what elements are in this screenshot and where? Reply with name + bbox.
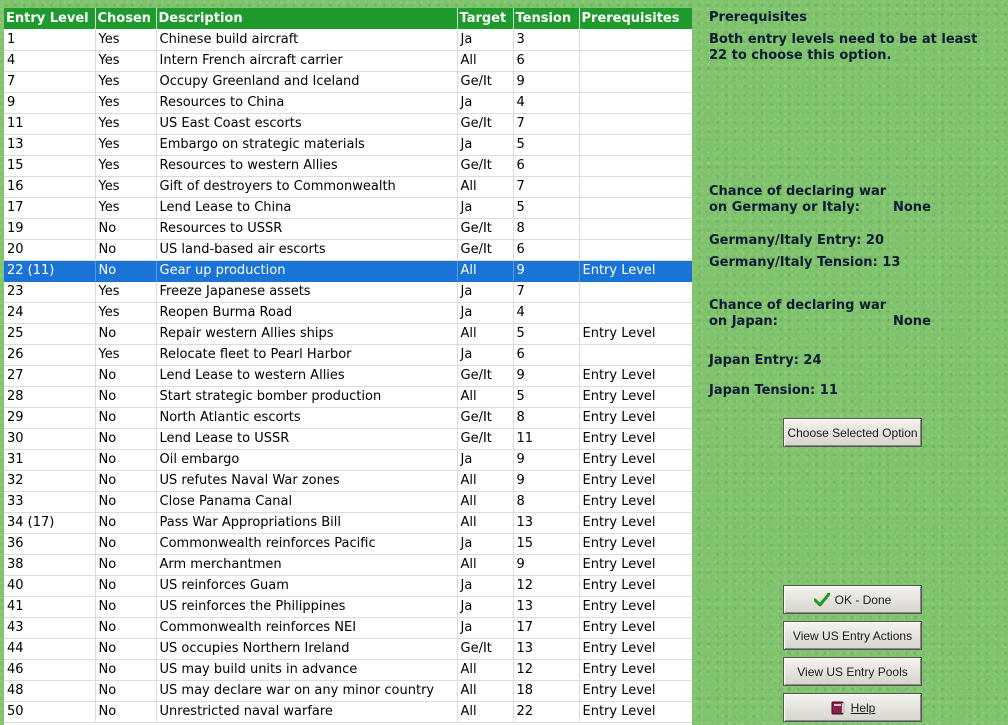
cell-chosen: No xyxy=(95,428,156,449)
japan-chance-label-line-1: Chance of declaring war xyxy=(709,298,887,313)
cell-chosen: No xyxy=(95,407,156,428)
cell-target: Ge/It xyxy=(457,218,513,239)
cell-tension: 6 xyxy=(513,50,579,71)
cell-tension: 18 xyxy=(513,680,579,701)
cell-chosen: No xyxy=(95,617,156,638)
cell-prerequisites: Entry Level xyxy=(579,701,692,722)
cell-prerequisites xyxy=(579,302,692,323)
choose-selected-option-button[interactable] xyxy=(783,418,922,447)
cell-description: US may build units in advance xyxy=(156,659,457,680)
cell-tension: 11 xyxy=(513,428,579,449)
table-row[interactable] xyxy=(4,428,692,449)
table-row[interactable] xyxy=(4,260,692,281)
cell-entry-level: 44 xyxy=(4,638,95,659)
cell-chosen: No xyxy=(95,323,156,344)
cell-chosen: No xyxy=(95,449,156,470)
cell-description: US refutes Naval War zones xyxy=(156,470,457,491)
table-row[interactable] xyxy=(4,176,692,197)
cell-prerequisites: Entry Level xyxy=(579,386,692,407)
cell-description: Resources to western Allies xyxy=(156,155,457,176)
help-button[interactable] xyxy=(783,693,922,722)
cell-target: Ge/It xyxy=(457,113,513,134)
ok-done-label: OK - Done xyxy=(834,592,892,607)
cell-prerequisites: Entry Level xyxy=(579,554,692,575)
cell-target: All xyxy=(457,491,513,512)
cell-entry-level: 48 xyxy=(4,680,95,701)
cell-tension: 15 xyxy=(513,533,579,554)
cell-tension: 6 xyxy=(513,155,579,176)
cell-entry-level: 28 xyxy=(4,386,95,407)
cell-entry-level: 25 xyxy=(4,323,95,344)
cell-chosen: Yes xyxy=(95,155,156,176)
cell-entry-level: 29 xyxy=(4,407,95,428)
cell-description: US reinforces Guam xyxy=(156,575,457,596)
cell-description: Reopen Burma Road xyxy=(156,302,457,323)
cell-description: Resources to China xyxy=(156,92,457,113)
table-row[interactable] xyxy=(4,617,692,638)
cell-prerequisites: Entry Level xyxy=(579,470,692,491)
cell-chosen: No xyxy=(95,260,156,281)
cell-chosen: Yes xyxy=(95,50,156,71)
cell-chosen: Yes xyxy=(95,71,156,92)
cell-tension: 7 xyxy=(513,281,579,302)
cell-prerequisites: Entry Level xyxy=(579,533,692,554)
cell-description: Close Panama Canal xyxy=(156,491,457,512)
cell-target: Ge/It xyxy=(457,638,513,659)
cell-description: Intern French aircraft carrier xyxy=(156,50,457,71)
cell-target: All xyxy=(457,701,513,722)
cell-target: Ja xyxy=(457,617,513,638)
cell-target: Ge/It xyxy=(457,365,513,386)
cell-target: All xyxy=(457,260,513,281)
cell-target: All xyxy=(457,680,513,701)
cell-target: Ja xyxy=(457,281,513,302)
cell-chosen: Yes xyxy=(95,302,156,323)
cell-description: US reinforces the Philippines xyxy=(156,596,457,617)
japan-chance-label-line-2: on Japan: xyxy=(709,314,778,329)
cell-tension: 9 xyxy=(513,470,579,491)
cell-description: Freeze Japanese assets xyxy=(156,281,457,302)
cell-target: Ja xyxy=(457,533,513,554)
cell-chosen: Yes xyxy=(95,92,156,113)
cell-target: Ge/It xyxy=(457,428,513,449)
cell-target: Ge/It xyxy=(457,407,513,428)
cell-entry-level: 32 xyxy=(4,470,95,491)
germany-italy-chance-value: None xyxy=(893,200,931,215)
cell-description: Occupy Greenland and Iceland xyxy=(156,71,457,92)
checkmark-icon xyxy=(814,593,830,607)
cell-target: All xyxy=(457,323,513,344)
cell-chosen: Yes xyxy=(95,113,156,134)
column-header-description[interactable]: Description xyxy=(156,8,457,29)
cell-tension: 8 xyxy=(513,407,579,428)
ok-done-button[interactable] xyxy=(783,585,922,614)
cell-entry-level: 1 xyxy=(4,29,95,50)
cell-entry-level: 26 xyxy=(4,344,95,365)
cell-entry-level: 34 (17) xyxy=(4,512,95,533)
column-header-target[interactable]: Target xyxy=(457,8,513,29)
cell-description: Start strategic bomber production xyxy=(156,386,457,407)
table-row[interactable] xyxy=(4,155,692,176)
table-row[interactable] xyxy=(4,470,692,491)
prerequisites-text-line-2: 22 to choose this option. xyxy=(709,48,892,63)
book-icon xyxy=(830,701,846,715)
cell-chosen: No xyxy=(95,680,156,701)
cell-entry-level: 30 xyxy=(4,428,95,449)
cell-description: Oil embargo xyxy=(156,449,457,470)
cell-chosen: Yes xyxy=(95,197,156,218)
table-row[interactable] xyxy=(4,365,692,386)
cell-prerequisites xyxy=(579,155,692,176)
cell-tension: 4 xyxy=(513,92,579,113)
cell-chosen: No xyxy=(95,596,156,617)
cell-description: US land-based air escorts xyxy=(156,239,457,260)
cell-prerequisites xyxy=(579,176,692,197)
column-header-entry-level[interactable]: Entry Level xyxy=(4,8,95,29)
cell-entry-level: 31 xyxy=(4,449,95,470)
cell-description: Commonwealth reinforces Pacific xyxy=(156,533,457,554)
cell-description: US East Coast escorts xyxy=(156,113,457,134)
cell-description: Commonwealth reinforces NEI xyxy=(156,617,457,638)
table-row[interactable] xyxy=(4,638,692,659)
table-row[interactable] xyxy=(4,575,692,596)
cell-prerequisites: Entry Level xyxy=(579,680,692,701)
cell-target: Ge/It xyxy=(457,155,513,176)
cell-prerequisites: Entry Level xyxy=(579,617,692,638)
column-header-chosen[interactable]: Chosen xyxy=(95,8,156,29)
cell-target: Ja xyxy=(457,596,513,617)
table-row[interactable] xyxy=(4,239,692,260)
cell-chosen: Yes xyxy=(95,281,156,302)
cell-tension: 17 xyxy=(513,617,579,638)
table-row[interactable] xyxy=(4,92,692,113)
germany-italy-tension: Germany/Italy Tension: 13 xyxy=(709,255,901,270)
cell-chosen: No xyxy=(95,533,156,554)
germany-italy-chance-label-line-1: Chance of declaring war xyxy=(709,184,887,199)
column-header-prerequisites[interactable]: Prerequisites xyxy=(579,8,692,29)
cell-prerequisites: Entry Level xyxy=(579,512,692,533)
cell-prerequisites: Entry Level xyxy=(579,575,692,596)
cell-target: All xyxy=(457,512,513,533)
cell-tension: 5 xyxy=(513,386,579,407)
cell-description: US occupies Northern Ireland xyxy=(156,638,457,659)
cell-chosen: No xyxy=(95,386,156,407)
table-row[interactable] xyxy=(4,197,692,218)
cell-target: Ja xyxy=(457,449,513,470)
table-row[interactable] xyxy=(4,701,692,722)
cell-prerequisites: Entry Level xyxy=(579,260,692,281)
cell-prerequisites xyxy=(579,239,692,260)
cell-target: All xyxy=(457,50,513,71)
view-us-entry-actions-button[interactable] xyxy=(783,621,922,650)
cell-target: Ja xyxy=(457,302,513,323)
cell-target: Ja xyxy=(457,197,513,218)
cell-entry-level: 20 xyxy=(4,239,95,260)
table-row[interactable] xyxy=(4,554,692,575)
cell-chosen: No xyxy=(95,575,156,596)
table-row[interactable] xyxy=(4,449,692,470)
table-row[interactable] xyxy=(4,323,692,344)
view-us-entry-pools-label: View US Entry Pools xyxy=(797,664,908,679)
cell-entry-level: 33 xyxy=(4,491,95,512)
table-row[interactable] xyxy=(4,533,692,554)
cell-target: Ge/It xyxy=(457,239,513,260)
cell-entry-level: 27 xyxy=(4,365,95,386)
cell-chosen: No xyxy=(95,365,156,386)
cell-target: Ja xyxy=(457,29,513,50)
cell-entry-level: 23 xyxy=(4,281,95,302)
cell-target: Ja xyxy=(457,575,513,596)
cell-chosen: No xyxy=(95,554,156,575)
cell-prerequisites: Entry Level xyxy=(579,659,692,680)
cell-prerequisites: Entry Level xyxy=(579,365,692,386)
cell-tension: 5 xyxy=(513,323,579,344)
cell-target: Ge/It xyxy=(457,71,513,92)
cell-entry-level: 9 xyxy=(4,92,95,113)
cell-entry-level: 36 xyxy=(4,533,95,554)
cell-prerequisites xyxy=(579,344,692,365)
cell-tension: 13 xyxy=(513,638,579,659)
cell-entry-level: 22 (11) xyxy=(4,260,95,281)
cell-prerequisites xyxy=(579,113,692,134)
cell-chosen: Yes xyxy=(95,344,156,365)
table-row[interactable] xyxy=(4,386,692,407)
cell-entry-level: 50 xyxy=(4,701,95,722)
cell-tension: 7 xyxy=(513,176,579,197)
choose-selected-option-label: Choose Selected Option xyxy=(787,425,918,440)
cell-prerequisites: Entry Level xyxy=(579,449,692,470)
cell-description: Repair western Allies ships xyxy=(156,323,457,344)
table-row[interactable] xyxy=(4,218,692,239)
table-row[interactable] xyxy=(4,491,692,512)
cell-entry-level: 13 xyxy=(4,134,95,155)
table-row[interactable] xyxy=(4,29,692,50)
cell-prerequisites xyxy=(579,197,692,218)
cell-chosen: No xyxy=(95,638,156,659)
cell-description: Lend Lease to western Allies xyxy=(156,365,457,386)
cell-prerequisites xyxy=(579,281,692,302)
cell-entry-level: 15 xyxy=(4,155,95,176)
japan-tension: Japan Tension: 11 xyxy=(709,383,838,398)
cell-target: Ja xyxy=(457,134,513,155)
cell-description: North Atlantic escorts xyxy=(156,407,457,428)
cell-tension: 6 xyxy=(513,344,579,365)
entry-options-table xyxy=(4,8,692,725)
cell-chosen: Yes xyxy=(95,29,156,50)
germany-italy-entry: Germany/Italy Entry: 20 xyxy=(709,233,885,248)
cell-tension: 9 xyxy=(513,449,579,470)
cell-description: Relocate fleet to Pearl Harbor xyxy=(156,344,457,365)
cell-description: Gear up production xyxy=(156,260,457,281)
cell-chosen: No xyxy=(95,239,156,260)
table-header-row xyxy=(4,8,692,29)
table-row[interactable] xyxy=(4,134,692,155)
table-row[interactable] xyxy=(4,407,692,428)
cell-description: Pass War Appropriations Bill xyxy=(156,512,457,533)
cell-tension: 3 xyxy=(513,29,579,50)
cell-description: Lend Lease to China xyxy=(156,197,457,218)
cell-chosen: Yes xyxy=(95,134,156,155)
cell-prerequisites: Entry Level xyxy=(579,323,692,344)
table-row[interactable] xyxy=(4,281,692,302)
cell-tension: 8 xyxy=(513,218,579,239)
cell-chosen: No xyxy=(95,512,156,533)
table-row[interactable] xyxy=(4,302,692,323)
table-row[interactable] xyxy=(4,596,692,617)
cell-tension: 5 xyxy=(513,134,579,155)
cell-target: All xyxy=(457,176,513,197)
cell-chosen: No xyxy=(95,659,156,680)
table-row[interactable] xyxy=(4,344,692,365)
cell-entry-level: 11 xyxy=(4,113,95,134)
cell-description: Resources to USSR xyxy=(156,218,457,239)
cell-prerequisites xyxy=(579,218,692,239)
cell-tension: 8 xyxy=(513,491,579,512)
cell-tension: 7 xyxy=(513,113,579,134)
cell-prerequisites: Entry Level xyxy=(579,428,692,449)
cell-description: Unrestricted naval warfare xyxy=(156,701,457,722)
cell-tension: 12 xyxy=(513,659,579,680)
cell-tension: 13 xyxy=(513,596,579,617)
cell-entry-level: 17 xyxy=(4,197,95,218)
view-us-entry-actions-label: View US Entry Actions xyxy=(792,628,913,643)
cell-tension: 13 xyxy=(513,512,579,533)
cell-entry-level: 46 xyxy=(4,659,95,680)
germany-italy-chance-label-line-2: on Germany or Italy: xyxy=(709,200,861,215)
cell-target: All xyxy=(457,554,513,575)
cell-description: Embargo on strategic materials xyxy=(156,134,457,155)
cell-entry-level: 4 xyxy=(4,50,95,71)
table-body xyxy=(4,29,692,722)
cell-chosen: No xyxy=(95,218,156,239)
cell-target: Ja xyxy=(457,344,513,365)
cell-description: Lend Lease to USSR xyxy=(156,428,457,449)
cell-tension: 9 xyxy=(513,260,579,281)
cell-entry-level: 24 xyxy=(4,302,95,323)
cell-description: Gift of destroyers to Commonwealth xyxy=(156,176,457,197)
column-header-tension[interactable]: Tension xyxy=(513,8,579,29)
table-row[interactable] xyxy=(4,50,692,71)
cell-description: US may declare war on any minor country xyxy=(156,680,457,701)
cell-chosen: No xyxy=(95,491,156,512)
cell-target: Ja xyxy=(457,92,513,113)
cell-tension: 9 xyxy=(513,365,579,386)
cell-target: All xyxy=(457,470,513,491)
cell-description: Chinese build aircraft xyxy=(156,29,457,50)
japan-entry: Japan Entry: 24 xyxy=(709,353,822,368)
cell-prerequisites xyxy=(579,92,692,113)
cell-prerequisites xyxy=(579,29,692,50)
table-row[interactable] xyxy=(4,512,692,533)
prerequisites-title: Prerequisites xyxy=(709,10,807,25)
table-row[interactable] xyxy=(4,71,692,92)
table-row[interactable] xyxy=(4,113,692,134)
help-label: Help xyxy=(850,700,876,715)
cell-prerequisites: Entry Level xyxy=(579,407,692,428)
japan-chance-value: None xyxy=(893,314,931,329)
cell-tension: 6 xyxy=(513,239,579,260)
prerequisites-text-line-1: Both entry levels need to be at least xyxy=(709,32,978,47)
cell-entry-level: 7 xyxy=(4,71,95,92)
cell-tension: 4 xyxy=(513,302,579,323)
cell-description: Arm merchantmen xyxy=(156,554,457,575)
cell-tension: 9 xyxy=(513,554,579,575)
cell-entry-level: 16 xyxy=(4,176,95,197)
cell-prerequisites: Entry Level xyxy=(579,638,692,659)
cell-tension: 12 xyxy=(513,575,579,596)
cell-prerequisites xyxy=(579,134,692,155)
view-us-entry-pools-button[interactable] xyxy=(783,657,922,686)
cell-entry-level: 19 xyxy=(4,218,95,239)
cell-chosen: No xyxy=(95,470,156,491)
cell-prerequisites: Entry Level xyxy=(579,491,692,512)
cell-entry-level: 40 xyxy=(4,575,95,596)
cell-prerequisites xyxy=(579,71,692,92)
cell-target: All xyxy=(457,386,513,407)
cell-chosen: No xyxy=(95,701,156,722)
table-row[interactable] xyxy=(4,680,692,701)
cell-prerequisites: Entry Level xyxy=(579,596,692,617)
cell-entry-level: 38 xyxy=(4,554,95,575)
table-row[interactable] xyxy=(4,659,692,680)
cell-entry-level: 43 xyxy=(4,617,95,638)
cell-prerequisites xyxy=(579,50,692,71)
cell-tension: 9 xyxy=(513,71,579,92)
cell-chosen: Yes xyxy=(95,176,156,197)
cell-entry-level: 41 xyxy=(4,596,95,617)
cell-tension: 5 xyxy=(513,197,579,218)
cell-target: All xyxy=(457,659,513,680)
cell-tension: 22 xyxy=(513,701,579,722)
